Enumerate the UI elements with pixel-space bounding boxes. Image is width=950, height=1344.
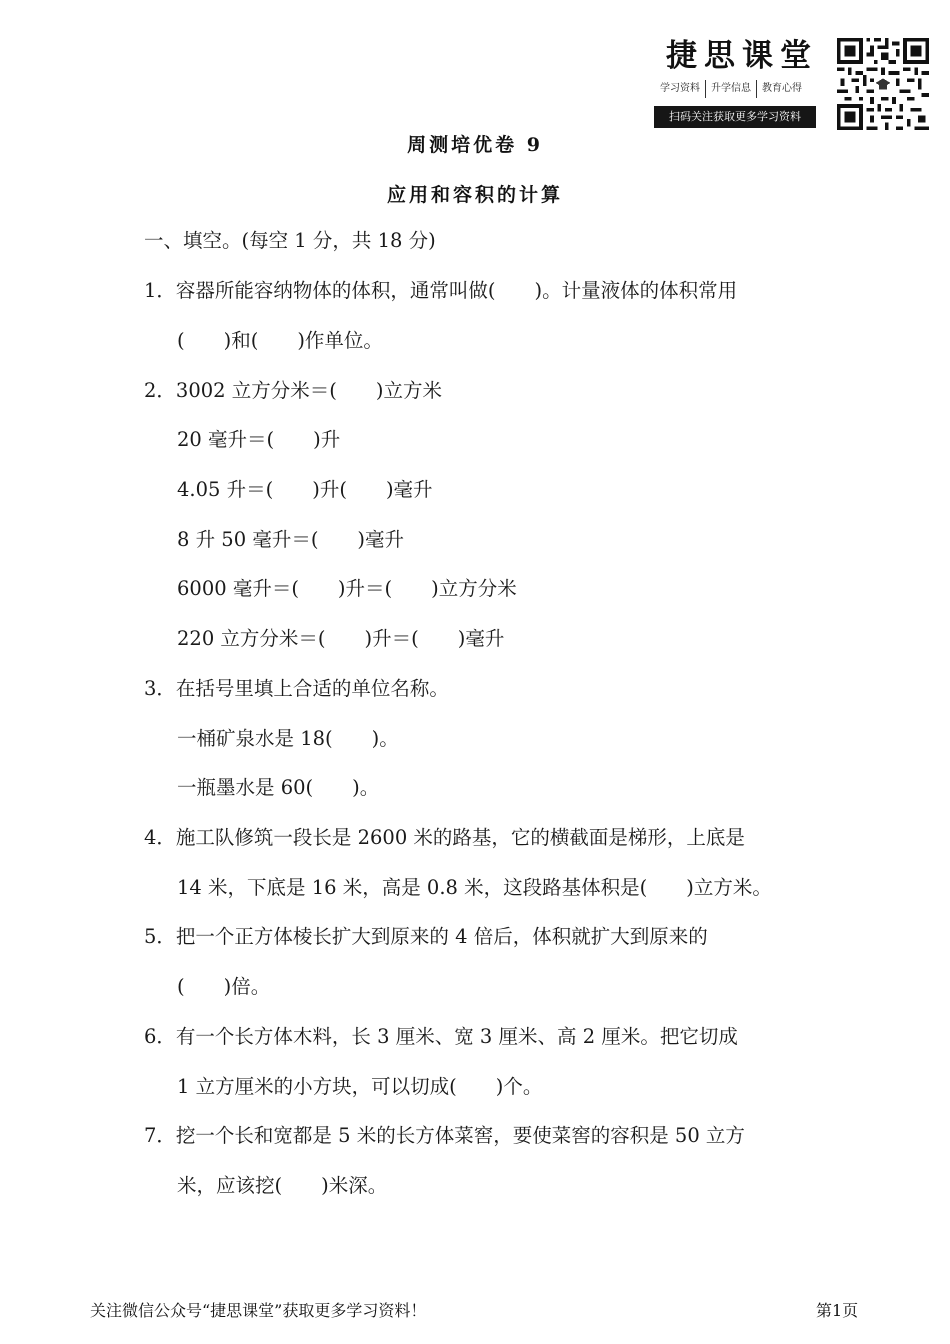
brand-tag: 学习资料 [655,80,706,98]
question-line: 1．容器所能容纳物体的体积，通常叫做( )。计量液体的体积常用 [144,279,738,302]
qr-code-icon [837,38,929,130]
question-line: ( )和( )作单位。 [177,329,383,352]
page-number: 第1页 [816,1301,859,1320]
brand-tags [655,79,807,99]
question-line: 14 米，下底是 16 米，高是 0.8 米，这段路基体积是( )立方米。 [177,876,772,899]
question-line: 220 立方分米＝( )升＝( )毫升 [177,627,505,650]
brand-name: 捷思课堂 [666,38,818,74]
question-line: 1 立方厘米的小方块，可以切成( )个。 [177,1075,543,1098]
question-line: 6000 毫升＝( )升＝( )立方分米 [177,577,517,600]
question-line: ( )倍。 [177,975,271,998]
brand-slogan: 扫码关注获取更多学习资料 [654,106,816,128]
question-line: 4.05 升＝( )升( )毫升 [177,478,433,501]
question-line: 2．3002 立方分米＝( )立方米 [144,379,442,402]
section-heading: 一、填空。(每空 1 分，共 18 分) [144,229,436,252]
question-line: 5．把一个正方体棱长扩大到原来的 4 倍后，体积就扩大到原来的 [144,925,708,948]
question-line: 米，应该挖( )米深。 [177,1174,388,1197]
page-title: 周测培优卷 9 [407,134,543,156]
question-line: 一桶矿泉水是 18( )。 [177,727,399,750]
question-line: 6．有一个长方体木料，长 3 厘米、宽 3 厘米、高 2 厘米。把它切成 [144,1025,738,1048]
question-line: 3．在括号里填上合适的单位名称。 [144,677,449,700]
question-line: 20 毫升＝( )升 [177,428,341,451]
brand-tag: 教育心得 [762,83,802,94]
brand-tag: 升学信息 [706,80,757,98]
question-line: 4．施工队修筑一段长是 2600 米的路基，它的横截面是梯形，上底是 [144,826,745,849]
question-line: 一瓶墨水是 60( )。 [177,776,380,799]
question-line: 7．挖一个长和宽都是 5 米的长方体菜窖，要使菜窖的容积是 50 立方 [144,1124,745,1147]
page-subtitle: 应用和容积的计算 [386,184,563,206]
footer-note: 关注微信公众号“捷思课堂”获取更多学习资料！ [90,1301,427,1320]
question-line: 8 升 50 毫升＝( )毫升 [177,528,405,551]
